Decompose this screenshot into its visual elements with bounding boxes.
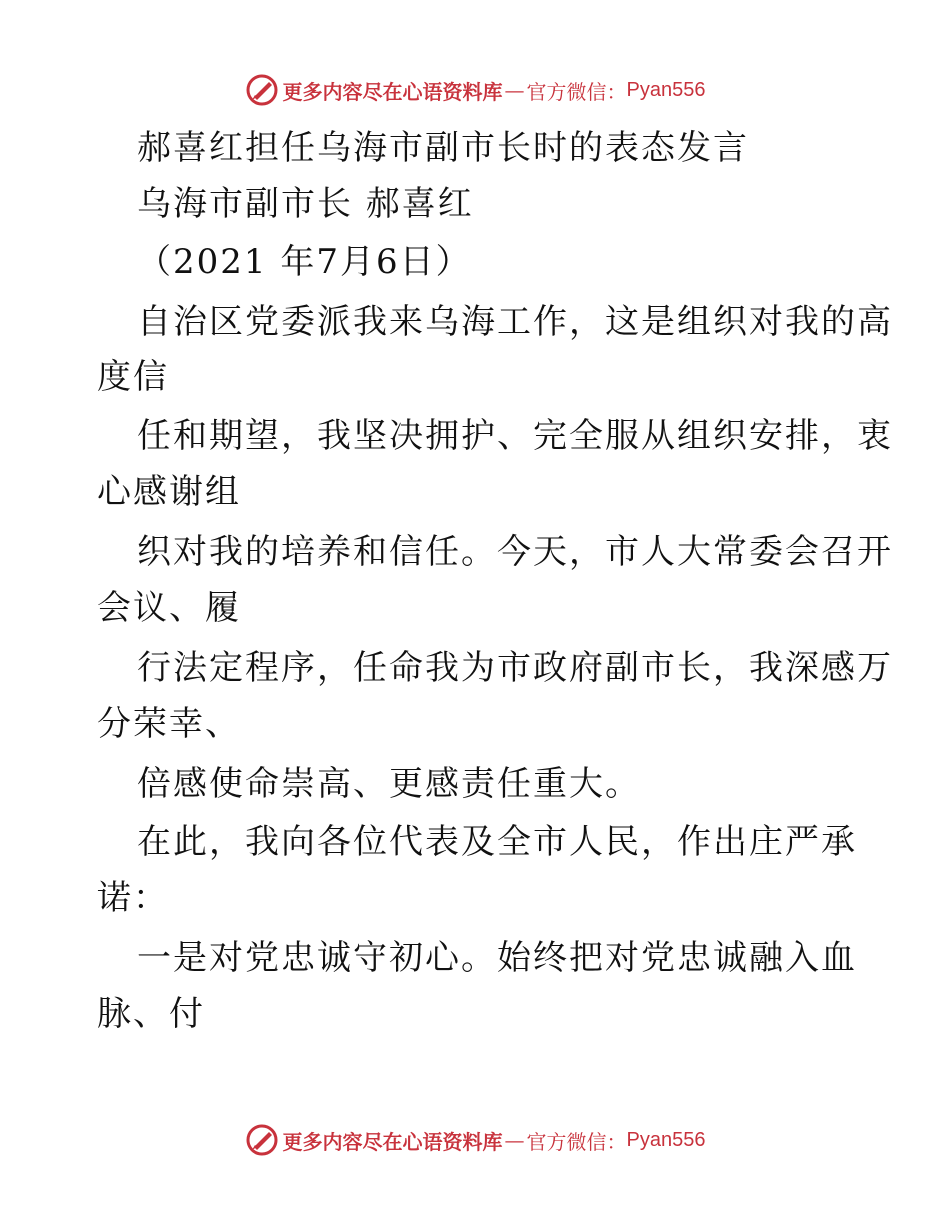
wechat-id: Pyan556 bbox=[626, 1128, 706, 1151]
document-date: （2021 年7月6日） bbox=[137, 242, 472, 282]
separator-dash: — bbox=[504, 1128, 525, 1152]
paragraph-line: 度信 bbox=[97, 357, 169, 397]
document-byline: 乌海市副市长 郝喜红 bbox=[137, 184, 474, 224]
paragraph-line: 一是对党忠诚守初心。始终把对党忠诚融入血 bbox=[137, 938, 857, 978]
paragraph-line: 会议、履 bbox=[97, 588, 241, 628]
header-banner bbox=[0, 70, 950, 110]
paragraph-line: 脉、付 bbox=[97, 994, 205, 1034]
brand-name: 更多内容尽在心语资料库 bbox=[282, 1129, 503, 1154]
brand-name: 更多内容尽在心语资料库 bbox=[282, 79, 503, 104]
wechat-label: 官方微信： bbox=[526, 1129, 627, 1154]
wechat-label: 官方微信： bbox=[526, 79, 627, 104]
paragraph-line: 织对我的培养和信任。今天，市人大常委会召开 bbox=[137, 532, 893, 572]
brand-logo-icon bbox=[245, 1123, 279, 1157]
document-title: 郝喜红担任乌海市副市长时的表态发言 bbox=[137, 128, 749, 168]
paragraph-line: 分荣幸、 bbox=[97, 704, 241, 744]
paragraph-line: 倍感使命崇高、更感责任重大。 bbox=[137, 764, 641, 804]
paragraph-line: 行法定程序，任命我为市政府副市长，我深感万 bbox=[137, 648, 893, 688]
paragraph-line: 任和期望，我坚决拥护、完全服从组织安排，衷 bbox=[137, 416, 893, 456]
separator-dash: — bbox=[504, 78, 525, 102]
wechat-id: Pyan556 bbox=[626, 78, 706, 101]
brand-logo-icon bbox=[245, 73, 279, 107]
paragraph-line: 诺： bbox=[97, 878, 169, 918]
paragraph-line: 心感谢组 bbox=[97, 472, 241, 512]
footer-banner bbox=[0, 1120, 950, 1160]
paragraph-line: 在此，我向各位代表及全市人民，作出庄严承 bbox=[137, 822, 857, 862]
paragraph-line: 自治区党委派我来乌海工作，这是组织对我的高 bbox=[137, 302, 893, 342]
